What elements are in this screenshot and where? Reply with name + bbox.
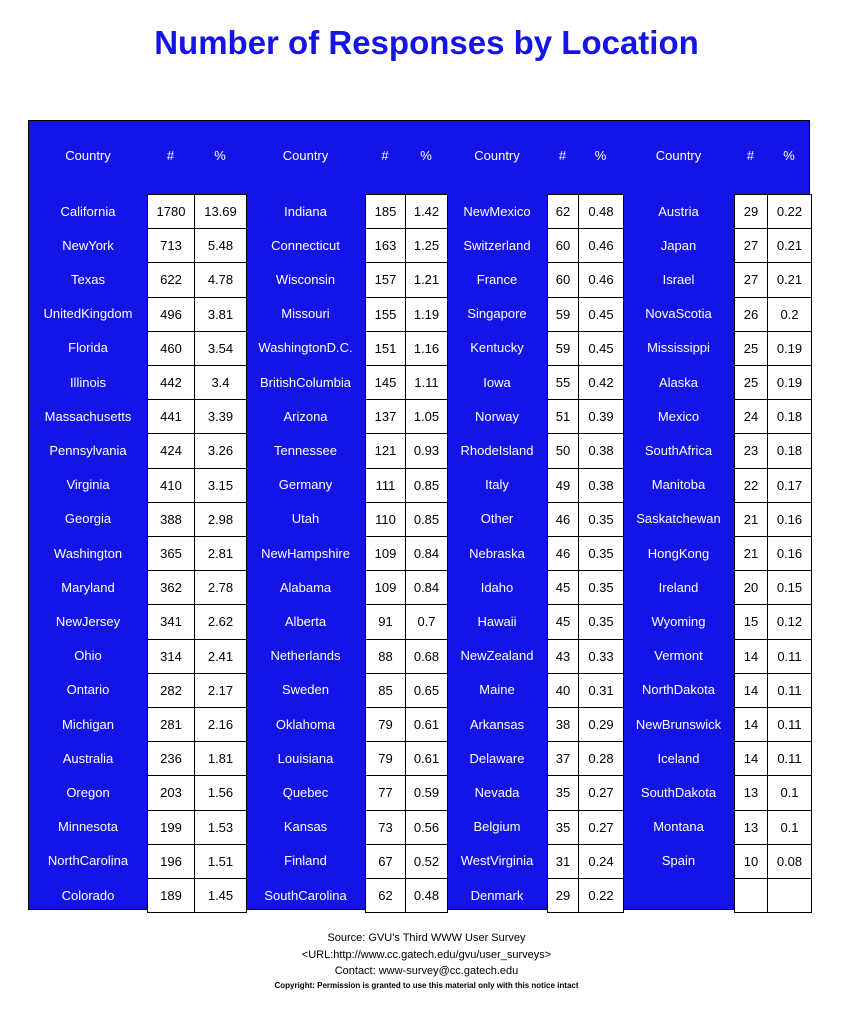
location-name: NorthDakota bbox=[642, 682, 715, 698]
location-name: Utah bbox=[291, 511, 320, 527]
response-percent: 4.78 bbox=[194, 262, 247, 297]
response-count: 341 bbox=[147, 604, 195, 639]
location-name: Tennessee bbox=[274, 442, 337, 458]
response-count: 10 bbox=[734, 844, 768, 879]
contact-note: Contact: www-survey@cc.gatech.edu bbox=[334, 965, 519, 977]
response-percent: 0.7 bbox=[405, 604, 448, 639]
response-count: 1780 bbox=[147, 194, 195, 229]
location-name: NorthCarolina bbox=[47, 853, 129, 869]
location-name: Sweden bbox=[282, 682, 329, 698]
response-percent: 2.16 bbox=[194, 707, 247, 742]
response-percent: 1.51 bbox=[194, 844, 247, 879]
response-percent: 0.12 bbox=[767, 604, 812, 639]
response-count: 51 bbox=[547, 399, 579, 434]
location-name: Germany bbox=[278, 477, 333, 493]
location-name: Nevada bbox=[474, 784, 520, 800]
response-percent: 0.16 bbox=[767, 502, 812, 537]
column-header-percent: % bbox=[420, 147, 432, 163]
location-name: UnitedKingdom bbox=[43, 306, 133, 322]
response-percent: 0.61 bbox=[405, 741, 448, 776]
response-percent: 1.45 bbox=[194, 878, 247, 913]
response-count: 24 bbox=[734, 399, 768, 434]
column-header-country: Country bbox=[282, 147, 329, 163]
response-count: 31 bbox=[547, 844, 579, 879]
response-percent: 3.39 bbox=[194, 399, 247, 434]
response-count: 29 bbox=[734, 194, 768, 229]
location-name: RhodeIsland bbox=[460, 442, 534, 458]
response-percent: 0.08 bbox=[767, 844, 812, 879]
response-percent: 0.11 bbox=[767, 639, 812, 674]
response-percent: 0.45 bbox=[578, 297, 624, 332]
response-percent: 0.38 bbox=[578, 433, 624, 468]
response-count: 236 bbox=[147, 741, 195, 776]
column-header-country: Country bbox=[655, 147, 702, 163]
response-count: 622 bbox=[147, 262, 195, 297]
location-name: HongKong bbox=[647, 545, 710, 561]
location-name: Michigan bbox=[61, 716, 115, 732]
column-header-count: # bbox=[166, 147, 175, 163]
response-count: 14 bbox=[734, 707, 768, 742]
response-count: 109 bbox=[365, 536, 406, 571]
response-percent: 2.81 bbox=[194, 536, 247, 571]
response-count: 110 bbox=[365, 502, 406, 537]
response-count: 26 bbox=[734, 297, 768, 332]
location-name: SouthDakota bbox=[640, 784, 717, 800]
response-percent: 0.21 bbox=[767, 228, 812, 263]
response-percent: 0.85 bbox=[405, 502, 448, 537]
location-name: Missouri bbox=[281, 306, 330, 322]
location-name: Wisconsin bbox=[275, 271, 336, 287]
data-table bbox=[28, 120, 810, 910]
response-percent: 0.21 bbox=[767, 262, 812, 297]
response-percent: 0.56 bbox=[405, 810, 448, 845]
location-name: Alberta bbox=[284, 613, 327, 629]
response-count: 137 bbox=[365, 399, 406, 434]
response-percent: 3.54 bbox=[194, 331, 247, 366]
location-name: France bbox=[476, 271, 518, 287]
location-name: Ireland bbox=[658, 579, 699, 595]
response-percent: 0.15 bbox=[767, 570, 812, 605]
source-note: Source: GVU's Third WWW User Survey bbox=[327, 932, 526, 944]
response-percent: 0.85 bbox=[405, 468, 448, 503]
response-count: 121 bbox=[365, 433, 406, 468]
location-name: Illinois bbox=[69, 374, 107, 390]
response-count: 59 bbox=[547, 297, 579, 332]
response-count: 60 bbox=[547, 262, 579, 297]
response-count: 109 bbox=[365, 570, 406, 605]
response-count: 13 bbox=[734, 810, 768, 845]
response-percent: 0.46 bbox=[578, 262, 624, 297]
location-name: BritishColumbia bbox=[259, 374, 352, 390]
location-name: NewMexico bbox=[463, 203, 531, 219]
location-name: Virginia bbox=[66, 477, 110, 493]
response-count: 46 bbox=[547, 536, 579, 571]
response-count: 410 bbox=[147, 468, 195, 503]
response-percent: 0.33 bbox=[578, 639, 624, 674]
response-count: 365 bbox=[147, 536, 195, 571]
chart-title: Number of Responses by Location bbox=[154, 24, 699, 61]
location-name: Saskatchewan bbox=[636, 511, 721, 527]
location-name: Pennsylvania bbox=[49, 442, 127, 458]
location-name: Alabama bbox=[279, 579, 332, 595]
response-count: 424 bbox=[147, 433, 195, 468]
column-header-percent: % bbox=[214, 147, 226, 163]
response-percent: 0.59 bbox=[405, 775, 448, 810]
response-count: 77 bbox=[365, 775, 406, 810]
location-name: Kansas bbox=[283, 819, 328, 835]
response-percent: 0.38 bbox=[578, 468, 624, 503]
response-percent: 1.11 bbox=[405, 365, 448, 400]
response-percent: 0.1 bbox=[767, 810, 812, 845]
response-percent: 0.68 bbox=[405, 639, 448, 674]
response-percent: 0.93 bbox=[405, 433, 448, 468]
location-name: Colorado bbox=[61, 887, 115, 903]
response-percent: 0.18 bbox=[767, 433, 812, 468]
response-count: 40 bbox=[547, 673, 579, 708]
response-percent: 0.35 bbox=[578, 570, 624, 605]
location-name: Israel bbox=[662, 271, 695, 287]
location-name: Mississippi bbox=[647, 340, 710, 356]
location-name: Washington bbox=[53, 545, 123, 561]
response-percent: 1.19 bbox=[405, 297, 448, 332]
location-name: WestVirginia bbox=[460, 853, 534, 869]
response-percent: 3.81 bbox=[194, 297, 247, 332]
response-percent: 0.1 bbox=[767, 775, 812, 810]
location-name: Switzerland bbox=[463, 237, 531, 253]
location-name: Quebec bbox=[282, 784, 329, 800]
response-count: 388 bbox=[147, 502, 195, 537]
response-count: 460 bbox=[147, 331, 195, 366]
location-name: Netherlands bbox=[270, 648, 341, 664]
response-percent: 0.39 bbox=[578, 399, 624, 434]
response-percent: 0.84 bbox=[405, 570, 448, 605]
location-name: California bbox=[60, 203, 116, 219]
location-name: Belgium bbox=[473, 819, 521, 835]
location-name: Italy bbox=[485, 477, 509, 493]
response-percent: 0.16 bbox=[767, 536, 812, 571]
location-name: Georgia bbox=[64, 511, 112, 527]
location-name: WashingtonD.C. bbox=[258, 340, 353, 356]
response-count: 59 bbox=[547, 331, 579, 366]
response-percent: 0.27 bbox=[578, 775, 624, 810]
location-name: Texas bbox=[71, 271, 105, 287]
response-percent: 0.11 bbox=[767, 673, 812, 708]
column-header-percent: % bbox=[783, 147, 795, 163]
response-count: 79 bbox=[365, 741, 406, 776]
location-name: Other bbox=[480, 511, 514, 527]
location-name: Manitoba bbox=[651, 477, 706, 493]
location-name: Indiana bbox=[284, 203, 327, 219]
response-percent: 0.11 bbox=[767, 741, 812, 776]
response-percent: 0.35 bbox=[578, 502, 624, 537]
response-count: 441 bbox=[147, 399, 195, 434]
location-name: NewHampshire bbox=[261, 545, 350, 561]
response-count: 35 bbox=[547, 775, 579, 810]
location-name: Singapore bbox=[467, 306, 527, 322]
location-name: Idaho bbox=[480, 579, 514, 595]
response-percent: 2.98 bbox=[194, 502, 247, 537]
column-header-country: Country bbox=[65, 147, 111, 163]
response-count: 14 bbox=[734, 639, 768, 674]
location-name: Ohio bbox=[74, 648, 102, 664]
location-name: Nebraska bbox=[469, 545, 525, 561]
response-count: 85 bbox=[365, 673, 406, 708]
location-name: Kentucky bbox=[470, 340, 524, 356]
response-count: 55 bbox=[547, 365, 579, 400]
location-name: Minnesota bbox=[58, 819, 118, 835]
response-count: 442 bbox=[147, 365, 195, 400]
response-count: 25 bbox=[734, 331, 768, 366]
response-count: 145 bbox=[365, 365, 406, 400]
response-count: 43 bbox=[547, 639, 579, 674]
location-name: Japan bbox=[660, 237, 697, 253]
response-percent: 1.25 bbox=[405, 228, 448, 263]
response-count: 91 bbox=[365, 604, 406, 639]
location-name: Spain bbox=[661, 853, 696, 869]
location-name: Arkansas bbox=[469, 716, 525, 732]
empty-percent-cell bbox=[767, 878, 812, 913]
response-percent: 0.28 bbox=[578, 741, 624, 776]
response-percent: 0.46 bbox=[578, 228, 624, 263]
response-percent: 0.19 bbox=[767, 331, 812, 366]
response-percent: 1.42 bbox=[405, 194, 448, 229]
response-count: 185 bbox=[365, 194, 406, 229]
column-header-country: Country bbox=[474, 147, 520, 163]
location-name: Finland bbox=[284, 853, 327, 869]
location-name: Vermont bbox=[654, 648, 703, 664]
response-percent: 0.42 bbox=[578, 365, 624, 400]
response-percent: 3.26 bbox=[194, 433, 247, 468]
response-percent: 0.48 bbox=[578, 194, 624, 229]
location-name: NewYork bbox=[62, 237, 114, 253]
response-count: 21 bbox=[734, 502, 768, 537]
location-name: Austria bbox=[658, 203, 699, 219]
response-count: 88 bbox=[365, 639, 406, 674]
response-percent: 3.4 bbox=[194, 365, 247, 400]
response-count: 27 bbox=[734, 262, 768, 297]
response-percent: 0.22 bbox=[767, 194, 812, 229]
response-count: 151 bbox=[365, 331, 406, 366]
response-count: 496 bbox=[147, 297, 195, 332]
response-percent: 1.05 bbox=[405, 399, 448, 434]
response-count: 20 bbox=[734, 570, 768, 605]
response-percent: 0.61 bbox=[405, 707, 448, 742]
location-name: NewJersey bbox=[55, 613, 121, 629]
response-count: 14 bbox=[734, 741, 768, 776]
response-count: 362 bbox=[147, 570, 195, 605]
response-percent: 0.11 bbox=[767, 707, 812, 742]
location-name: NewBrunswick bbox=[635, 716, 722, 732]
response-count: 13 bbox=[734, 775, 768, 810]
response-count: 29 bbox=[547, 878, 579, 913]
response-percent: 0.19 bbox=[767, 365, 812, 400]
location-name: Arizona bbox=[283, 408, 328, 424]
response-percent: 2.17 bbox=[194, 673, 247, 708]
response-count: 23 bbox=[734, 433, 768, 468]
location-name: SouthAfrica bbox=[644, 442, 713, 458]
response-percent: 1.53 bbox=[194, 810, 247, 845]
response-count: 713 bbox=[147, 228, 195, 263]
response-percent: 0.29 bbox=[578, 707, 624, 742]
location-name: Maine bbox=[479, 682, 515, 698]
location-name: Norway bbox=[474, 408, 520, 424]
column-header-percent: % bbox=[594, 147, 607, 163]
response-percent: 0.22 bbox=[578, 878, 624, 913]
response-percent: 2.78 bbox=[194, 570, 247, 605]
response-percent: 0.65 bbox=[405, 673, 448, 708]
response-count: 45 bbox=[547, 570, 579, 605]
response-count: 15 bbox=[734, 604, 768, 639]
response-percent: 0.45 bbox=[578, 331, 624, 366]
response-count: 50 bbox=[547, 433, 579, 468]
response-percent: 0.2 bbox=[767, 297, 812, 332]
location-name: Ontario bbox=[66, 682, 110, 698]
location-name: Massachusetts bbox=[44, 408, 132, 424]
location-name: Delaware bbox=[469, 750, 525, 766]
response-count: 62 bbox=[365, 878, 406, 913]
response-percent: 2.62 bbox=[194, 604, 247, 639]
location-name: Montana bbox=[653, 819, 704, 835]
response-count: 60 bbox=[547, 228, 579, 263]
response-count: 314 bbox=[147, 639, 195, 674]
response-percent: 0.35 bbox=[578, 604, 624, 639]
location-name: Connecticut bbox=[271, 237, 340, 253]
response-count: 282 bbox=[147, 673, 195, 708]
location-name: NovaScotia bbox=[645, 306, 712, 322]
response-count: 203 bbox=[147, 775, 195, 810]
response-percent: 0.48 bbox=[405, 878, 448, 913]
location-name: NewZealand bbox=[460, 648, 534, 664]
response-percent: 0.27 bbox=[578, 810, 624, 845]
response-percent: 1.16 bbox=[405, 331, 448, 366]
response-count: 37 bbox=[547, 741, 579, 776]
response-count: 22 bbox=[734, 468, 768, 503]
response-count: 21 bbox=[734, 536, 768, 571]
response-count: 196 bbox=[147, 844, 195, 879]
location-name: SouthCarolina bbox=[264, 887, 347, 903]
column-header-count: # bbox=[381, 147, 389, 163]
response-percent: 13.69 bbox=[194, 194, 247, 229]
location-name: Mexico bbox=[657, 408, 700, 424]
location-name: Oregon bbox=[66, 784, 110, 800]
response-percent: 1.81 bbox=[194, 741, 247, 776]
response-percent: 0.35 bbox=[578, 536, 624, 571]
response-percent: 2.41 bbox=[194, 639, 247, 674]
response-percent: 3.15 bbox=[194, 468, 247, 503]
response-percent: 1.21 bbox=[405, 262, 448, 297]
response-percent: 0.18 bbox=[767, 399, 812, 434]
column-header-count: # bbox=[558, 147, 567, 163]
location-name: Florida bbox=[68, 340, 108, 356]
response-count: 25 bbox=[734, 365, 768, 400]
response-percent: 0.24 bbox=[578, 844, 624, 879]
response-count: 111 bbox=[365, 468, 406, 503]
response-count: 38 bbox=[547, 707, 579, 742]
response-count: 79 bbox=[365, 707, 406, 742]
location-name: Hawaii bbox=[477, 613, 517, 629]
location-name: Alaska bbox=[658, 374, 699, 390]
response-count: 155 bbox=[365, 297, 406, 332]
response-count: 49 bbox=[547, 468, 579, 503]
response-count: 45 bbox=[547, 604, 579, 639]
response-count: 73 bbox=[365, 810, 406, 845]
response-count: 14 bbox=[734, 673, 768, 708]
response-count: 199 bbox=[147, 810, 195, 845]
location-name: Louisiana bbox=[277, 750, 334, 766]
response-count: 62 bbox=[547, 194, 579, 229]
response-count: 27 bbox=[734, 228, 768, 263]
location-name: Iceland bbox=[657, 750, 700, 766]
response-count: 46 bbox=[547, 502, 579, 537]
location-name: Iowa bbox=[483, 374, 511, 390]
column-header-count: # bbox=[746, 147, 755, 163]
location-name: Maryland bbox=[61, 579, 115, 595]
response-count: 281 bbox=[147, 707, 195, 742]
location-name: Denmark bbox=[470, 887, 524, 903]
response-count: 157 bbox=[365, 262, 406, 297]
response-count: 35 bbox=[547, 810, 579, 845]
location-name: Wyoming bbox=[651, 613, 706, 629]
copyright-note: Copyright: Permission is granted to use this material only with this notice intact bbox=[274, 981, 579, 990]
response-count: 163 bbox=[365, 228, 406, 263]
response-percent: 0.84 bbox=[405, 536, 448, 571]
response-count: 67 bbox=[365, 844, 406, 879]
response-percent: 0.17 bbox=[767, 468, 812, 503]
location-name: Oklahoma bbox=[275, 716, 336, 732]
response-percent: 0.52 bbox=[405, 844, 448, 879]
response-percent: 5.48 bbox=[194, 228, 247, 263]
response-percent: 1.56 bbox=[194, 775, 247, 810]
response-percent: 0.31 bbox=[578, 673, 624, 708]
empty-count-cell bbox=[734, 878, 768, 913]
response-count: 189 bbox=[147, 878, 195, 913]
source-url: <URL:http://www.cc.gatech.edu/gvu/user_surveys> bbox=[301, 949, 552, 961]
location-name: Australia bbox=[62, 750, 114, 766]
